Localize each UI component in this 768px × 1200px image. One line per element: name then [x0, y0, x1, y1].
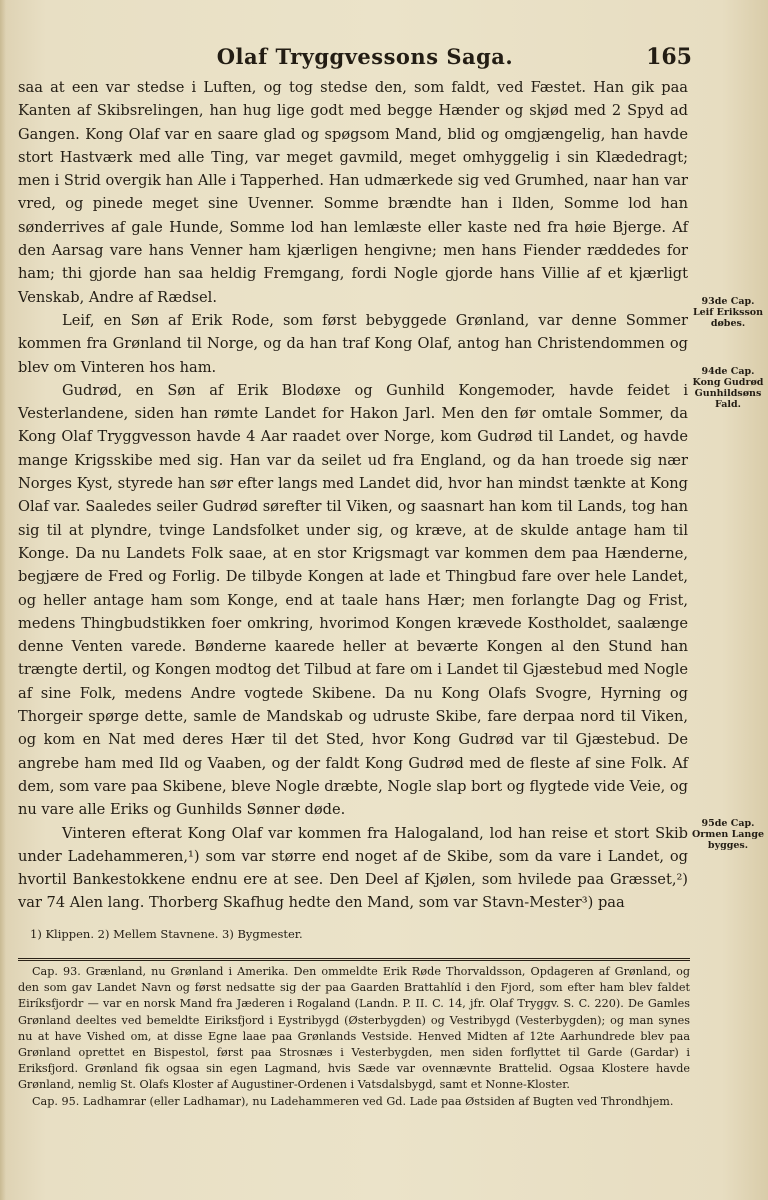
- margin-note: 95de Cap. Ormen Lange bygges.: [691, 818, 765, 851]
- page-header: [0, 44, 768, 80]
- commentary-paragraph: Cap. 95. Ladhamrar (eller Ladhamar), nu Ladehammeren ved Gd. Lade paa Østsiden af Bugten ved Throndhjem.: [32, 1094, 674, 1108]
- paragraph: saa at een var stedse i Luften, og tog stedse den, som faldt, ved Fæstet. Han gik paa Kanten af Skibsrelingen, han hug lige godt med begge Hænder og skjød med 2 Spyd ad Gangen. Kong Olaf var en saare glad og spøgsom Mand, blid og omgjængelig, han havde stort Hastværk med alle Ting, var meget gavmild, meget omhyggelig i sin Klædedragt; men i Strid overgik han Alle i Tapperhed. Han udmærkede sig ved Grumhed, naar han var vred, og pinede meget sine Uvenner. Somme brændte han i Ilden, Somme lod han sønderrives af gale Hunde, Somme lod han lemlæste eller kaste ned fra høie Bjerge. Af den Aarsag vare hans Venner ham kjærligen hengivne; men hans Fiender ræddedes for ham; thi gjorde han saa heldig Fremgang, fordi Nogle gjorde hans Villie af et kjærligt Venskab, Andre af Rædsel.: [18, 79, 688, 306]
- footnotes: 1) Klippen. 2) Mellem Stavnene. 3) Bygmester.: [30, 927, 303, 941]
- margin-note: 93de Cap. Leif Eriksson døbes.: [692, 296, 764, 329]
- page-edge-shadow: [0, 0, 6, 1200]
- page-number: 165: [646, 44, 692, 70]
- section-rule: [18, 958, 690, 961]
- margin-note: 94de Cap. Kong Gudrød Gunhildsøns Fald.: [692, 366, 764, 410]
- paragraph: Leif, en Søn af Erik Rode, som først bebyggede Grønland, var denne Sommer kommen fra Grønland til Norge, og da han traf Kong Olaf, antog han Christendommen og blev om Vinteren hos ham.: [18, 311, 688, 376]
- commentary: [18, 964, 690, 1110]
- paragraph: Gudrød, en Søn af Erik Blodøxe og Gunhild Kongemoder, havde feidet i Vesterlandene, siden han rømte Landet for Hakon Jarl. Men den før omtale Sommer, da Kong Olaf Tryggvesson havde 4 Aar raadet over Norge, kom Gudrød til Landet, og havde mange Krigsskibe med sig. Han var da seilet ud fra England, og da han troede sig nær Norges Kyst, styrede han sør efter langs med Landet did, hvor han mindst tænkte at Kong Olaf var. Saaledes seiler Gudrød sørefter til Viken, og saasnart han kom til Lands, tog han sig til at plyndre, tvinge Landsfolket under sig, og kræve, at de skulde antage ham til Konge. Da nu Landets Folk saae, at en stor Krigsmagt var kommen dem paa Hænderne, begjære de Fred og Forlig. De tilbyde Kongen at lade et Thingbud fare over hele Landet, og heller antage ham som Konge, end at taale hans Hær; men forlangte Dag og Frist, medens Thingbudstikken foer omkring, hvorimod Kongen krævede Kostholdet, saalænge denne Venten varede. Bønderne kaarede heller at beværte Kongen al den Stund han trængte dertil, og Kongen modtog det Tilbud at fare om i Landet til Gjæstebud med Nogle af sine Folk, medens Andre vogtede Skibene. Da nu Kong Olafs Svogre, Hyrning og Thorgeir spørge dette, samle de Mandskab og udruste Skibe, fare derpaa nord til Viken, og kom en Nat med deres Hær til det Sted, hvor Kong Gudrød var til Gjæstebud. De angrebe ham med Ild og Vaaben, og der faldt Kong Gudrød med de fleste af sine Folk. Af dem, som vare paa Skibene, bleve Nogle dræbte, Nogle slap bort og flygtede vide Veie, og nu vare alle Eriks og Gunhilds Sønner døde.: [18, 381, 688, 819]
- paragraph: Vinteren efterat Kong Olaf var kommen fra Halogaland, lod han reise et stort Skib under Ladehammeren,¹) som var større end noget af de Skibe, som da vare i Landet, og hvortil Bankestokkene endnu ere at see. Den Deel af Kjølen, som hvilede paa Græsset,²) var 74 Alen lang. Thorberg Skafhug hedte den Mand, som var Stavn-Mester³) paa: [18, 824, 688, 912]
- body-text: [18, 76, 688, 915]
- commentary-paragraph: Cap. 93. Grænland, nu Grønland i Amerika. Den ommeldte Erik Røde Thorvaldsson, Opdageren af Grønland, og den som gav Landet Navn og først nedsatte sig der paa Gaarden Brattahlíd i den Fjord, som efter ham blev faldet Eiríksfjordr — var en norsk Mand fra Jæderen i Rogaland (Landn. P. II. C. 14, jfr. Olaf Tryggv. S. C. 220). De Gamles Grønland deeltes ved bemeldte Eiriksfjord i Eystribygd (Østerbygden) og Vestribygd (Vesterbygden); og man synes nu at have Vished om, at disse Egne laae paa Grønlands Vestside. Henved Midten af 12te Aarhundrede blev paa Grønland oprettet en Bispestol, først paa Strosnæs i Vesterbygden, men siden forflyttet til Garde (Gardar) i Eriksfjord. Grønland fik ogsaa sin egen Lagmand, hvis Sæde var ovennævnte Brattelid. Ogsaa Klostere havde Grønland, nemlig St. Olafs Kloster af Augustiner-Ordenen i Vatsdalsbygd, samt et Nonne-Kloster.: [18, 965, 690, 1092]
- running-head: Olaf Tryggvessons Saga.: [216, 44, 514, 69]
